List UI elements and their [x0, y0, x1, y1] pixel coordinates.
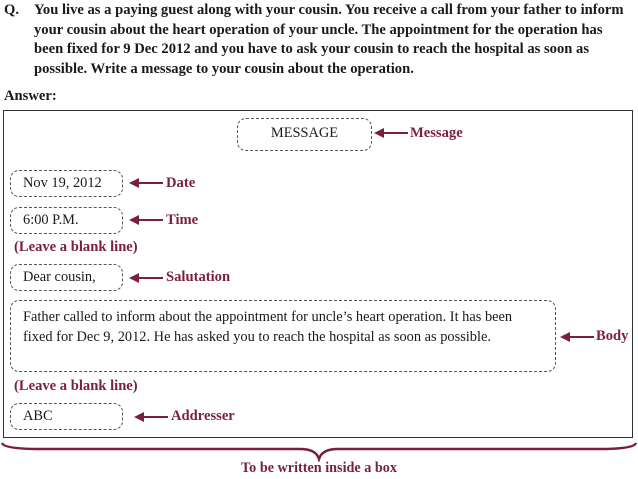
annotation-addresser: Addresser	[171, 408, 235, 424]
annotation-message: Message	[410, 125, 463, 141]
arrow-icon	[374, 127, 408, 139]
addresser-value: ABC	[23, 408, 53, 424]
body-box	[10, 300, 556, 372]
addresser-box	[10, 403, 123, 430]
arrow-icon	[134, 411, 168, 423]
answer-box	[3, 110, 633, 438]
message-heading-box	[237, 118, 372, 151]
salutation-box	[10, 264, 123, 291]
footer-note: To be written inside a box	[241, 460, 397, 476]
answer-label: Answer:	[4, 88, 57, 104]
blank-line-note: (Leave a blank line)	[14, 378, 138, 394]
annotation-salutation: Salutation	[166, 269, 231, 285]
blank-line-note: (Leave a blank line)	[14, 239, 138, 255]
body-text: Father called to inform about the appointment for uncle’s heart operation. It has been fixed for Dec 9, 2012. He has asked you to reach the hospital as soon as possible.	[23, 309, 513, 345]
annotation-time: Time	[166, 212, 199, 228]
question-label: Q.	[4, 2, 19, 18]
arrow-icon	[129, 272, 163, 284]
annotation-body: Body	[596, 328, 629, 344]
message-heading: MESSAGE	[270, 125, 339, 141]
arrow-icon	[129, 177, 163, 189]
time-value: 6:00 P.M.	[23, 212, 79, 228]
time-box	[10, 207, 123, 234]
arrow-icon	[560, 331, 594, 343]
question-text: You live as a paying guest along with your cousin. You receive a call from your father to inform your cousin about the heart operation of your uncle. The appointment for the operation has been fixed for 9 Dec 2012 and you have to ask your cousin to reach the hospital as soon as possible. Write a message to your cousin about the operation.	[34, 2, 624, 77]
date-box	[10, 170, 123, 197]
question	[4, 1, 634, 79]
arrow-icon	[129, 214, 163, 226]
curly-brace-icon	[0, 440, 638, 462]
date-value: Nov 19, 2012	[23, 175, 102, 191]
salutation-value: Dear cousin,	[23, 269, 96, 285]
annotation-date: Date	[166, 175, 196, 191]
